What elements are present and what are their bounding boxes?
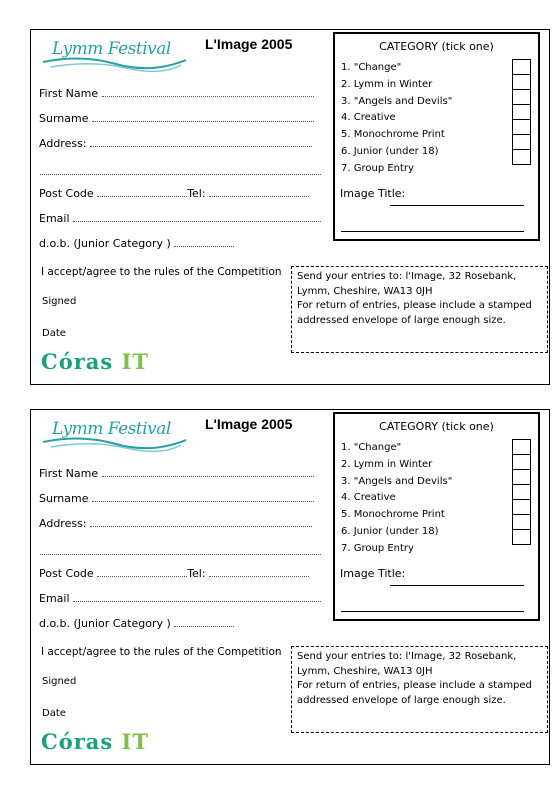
category-item: 4. Creative xyxy=(341,492,396,504)
coras-it-logo xyxy=(41,729,149,754)
form-title: L'Image 2005 xyxy=(205,36,293,52)
category-item: 1. "Change" xyxy=(341,442,402,453)
date-label: Date xyxy=(42,708,66,719)
category-item: 4. Creative xyxy=(341,112,396,124)
coras-it-text: IT xyxy=(121,729,149,754)
coras-text: Córas xyxy=(41,729,114,754)
send-line: Send your entries to: l'Image, 32 Rosebank, xyxy=(297,271,517,282)
surname-field[interactable] xyxy=(39,492,314,505)
category-box xyxy=(333,412,540,621)
signed-field[interactable] xyxy=(42,676,76,687)
signed-field[interactable] xyxy=(42,296,76,307)
tick-box[interactable] xyxy=(512,469,531,485)
category-item: 3. "Angels and Devils" xyxy=(341,95,453,107)
signed-label: Signed xyxy=(42,296,77,307)
category-box xyxy=(333,32,540,241)
tick-box[interactable] xyxy=(512,104,531,120)
address-line-2[interactable] xyxy=(40,173,321,175)
dob-field[interactable] xyxy=(39,237,234,250)
first-name-field[interactable] xyxy=(39,87,314,100)
image-title-line[interactable] xyxy=(390,205,524,206)
date-field[interactable] xyxy=(42,328,66,339)
image-title-line-2[interactable] xyxy=(341,611,524,612)
category-item: 6. Junior (under 18) xyxy=(341,525,439,537)
category-item: 5. Monochrome Print xyxy=(341,129,445,141)
send-line: Lymm, Cheshire, WA13 0JH xyxy=(297,665,433,677)
tick-boxes xyxy=(512,59,532,165)
tick-box[interactable] xyxy=(512,149,531,165)
tick-box[interactable] xyxy=(512,529,531,545)
logo-text: Lymm Festival xyxy=(52,39,171,59)
email-field[interactable] xyxy=(39,592,321,605)
accept-rules-text: I accept/agree to the rules of the Competition xyxy=(41,646,282,658)
lymm-festival-logo xyxy=(41,414,186,454)
tick-boxes xyxy=(512,439,532,545)
post-code-label: Post Code xyxy=(39,187,94,200)
signed-label: Signed xyxy=(42,676,77,687)
category-item: 7. Group Entry xyxy=(341,162,414,174)
address-field[interactable] xyxy=(39,137,312,150)
image-title-line-2[interactable] xyxy=(341,231,524,232)
image-title-label: Image Title: xyxy=(340,567,406,580)
entry-form xyxy=(30,409,550,765)
category-item: 2. Lymm in Winter xyxy=(341,458,433,470)
tick-box[interactable] xyxy=(512,499,531,515)
lymm-festival-logo xyxy=(41,34,186,74)
address-label: Address: xyxy=(39,137,87,150)
surname-field[interactable] xyxy=(39,112,314,125)
send-line: addressed envelope of large enough size. xyxy=(297,694,506,706)
send-line: addressed envelope of large enough size. xyxy=(297,314,506,326)
send-line: For return of entries, please include a stamped xyxy=(297,300,532,311)
address-line-2[interactable] xyxy=(40,553,321,555)
accept-rules-text: I accept/agree to the rules of the Competition xyxy=(41,266,282,278)
tick-box[interactable] xyxy=(512,484,531,500)
send-line: Lymm, Cheshire, WA13 0JH xyxy=(297,285,433,297)
tel-label: Tel: xyxy=(187,187,206,200)
date-label: Date xyxy=(42,328,66,339)
image-title-line[interactable] xyxy=(390,585,524,586)
category-item: 7. Group Entry xyxy=(341,542,414,554)
category-list xyxy=(341,60,452,178)
logo-text: Lymm Festival xyxy=(52,419,171,439)
tick-box[interactable] xyxy=(512,119,531,135)
send-line: For return of entries, please include a stamped xyxy=(297,680,532,691)
category-heading: CATEGORY (tick one) xyxy=(379,420,494,433)
dob-label: d.o.b. (Junior Category ) xyxy=(39,237,171,250)
category-item: 6. Junior (under 18) xyxy=(341,145,439,157)
category-item: 1. "Change" xyxy=(341,62,402,73)
form-title: L'Image 2005 xyxy=(205,416,293,432)
post-code-label: Post Code xyxy=(39,567,94,580)
coras-it-logo xyxy=(41,349,149,374)
email-label: Email xyxy=(39,212,70,225)
address-field[interactable] xyxy=(39,517,312,530)
address-label: Address: xyxy=(39,517,87,530)
category-list xyxy=(341,440,452,558)
send-entries-box xyxy=(291,266,548,353)
coras-it-text: IT xyxy=(121,349,149,374)
entry-form xyxy=(30,29,550,385)
tick-box[interactable] xyxy=(512,439,531,455)
first-name-field[interactable] xyxy=(39,467,314,480)
dob-label: d.o.b. (Junior Category ) xyxy=(39,617,171,630)
email-field[interactable] xyxy=(39,212,321,225)
surname-label: Surname xyxy=(39,492,89,505)
post-code-field[interactable] xyxy=(39,187,309,200)
first-name-label: First Name xyxy=(39,467,99,480)
category-item: 3. "Angels and Devils" xyxy=(341,475,453,487)
first-name-label: First Name xyxy=(39,87,99,100)
category-item: 2. Lymm in Winter xyxy=(341,78,433,90)
tick-box[interactable] xyxy=(512,454,531,470)
send-line: Send your entries to: l'Image, 32 Rosebank, xyxy=(297,651,517,662)
category-item: 5. Monochrome Print xyxy=(341,509,445,521)
email-label: Email xyxy=(39,592,70,605)
tick-box[interactable] xyxy=(512,514,531,530)
tick-box[interactable] xyxy=(512,89,531,105)
post-code-field[interactable] xyxy=(39,567,309,580)
surname-label: Surname xyxy=(39,112,89,125)
coras-text: Córas xyxy=(41,349,114,374)
tick-box[interactable] xyxy=(512,59,531,75)
tel-label: Tel: xyxy=(187,567,206,580)
dob-field[interactable] xyxy=(39,617,234,630)
tick-box[interactable] xyxy=(512,134,531,150)
category-heading: CATEGORY (tick one) xyxy=(379,40,494,53)
image-title-label: Image Title: xyxy=(340,187,406,200)
send-entries-box xyxy=(291,646,548,733)
tick-box[interactable] xyxy=(512,74,531,90)
date-field[interactable] xyxy=(42,708,66,719)
